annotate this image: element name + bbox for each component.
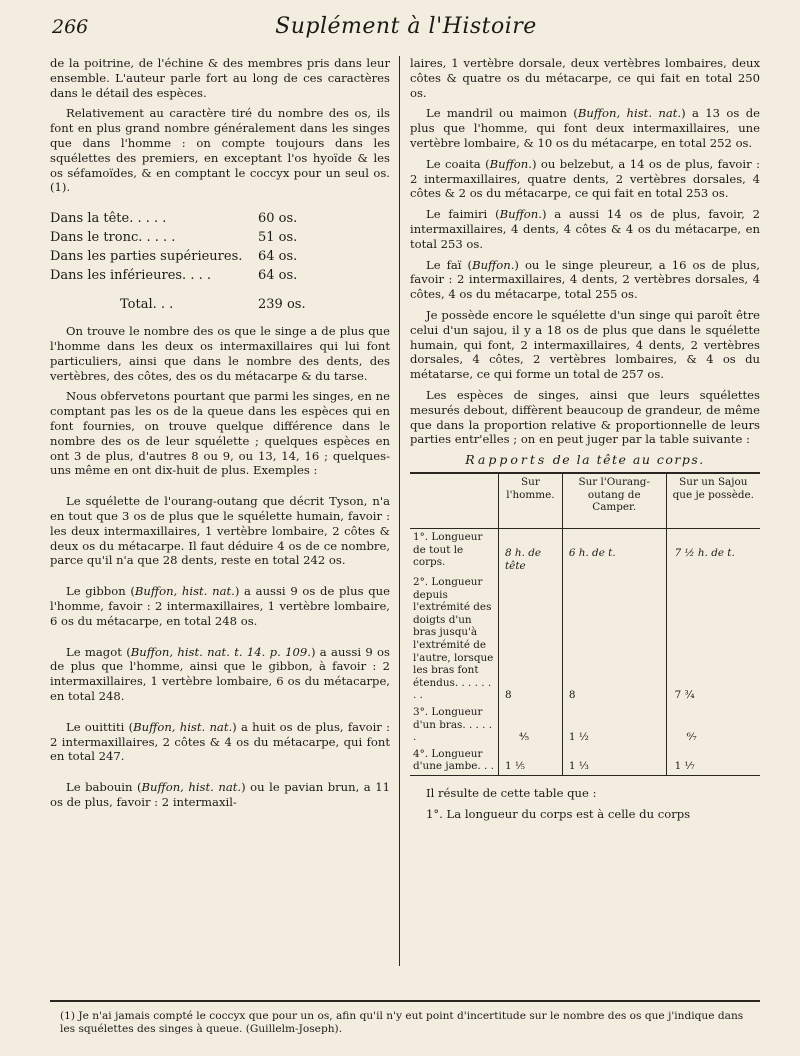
row-label: 3°. Longueur d'un bras. . . . . . [413, 706, 493, 744]
paragraph: On trouve le nombre des os que le singe a de plus que l'homme dans les deux os intermaxillaires qui lui font particuliers, ainsi que dans le nombre des dents, des vertèbres, des côtes, des os du métacarpe & du tarse. [50, 324, 390, 383]
table-header-row [410, 474, 760, 529]
tally-total [50, 295, 390, 314]
citation: Buffon, hist. nat. [134, 584, 235, 599]
caption-keyword: Rapports [465, 452, 548, 468]
table-row [410, 746, 760, 776]
table-cell: 7 ½ h. de t. [666, 528, 760, 574]
list-item [50, 247, 390, 266]
table-cell: 8 [562, 574, 666, 704]
tally-value: 51 os. [258, 230, 298, 246]
paragraph: Le faimiri (Buffon.) a aussi 14 os de plus, favoir, 2 intermaxillaires, 4 dents, 4 côtes & 4 os du métacarpe, en total 253 os. [410, 207, 760, 251]
paragraph: Le ouittiti (Buffon, hist. nat.) a huit os de plus, favoir : 2 intermaxillaires, 2 côtes & 4 os du métacarpe, qui font en total 247. [50, 719, 390, 764]
table-header: Sur un Sajou que je possède. [666, 474, 760, 529]
table-cell: ⁶⁄₇ [666, 704, 760, 746]
tally-label: Dans le tronc. . . . . [50, 230, 176, 246]
caption-text: de la tête au corps. [547, 452, 705, 468]
footnote-rule [50, 1000, 760, 1002]
list-item [50, 209, 390, 228]
paragraph: Nous obfervetons pourtant que parmi les singes, en ne comptant pas les os de la queue dans les espèces qui en font fournies, on trouve quelque différence dans le nombre des os de leur squélette ; quelques espèces en ont 3 de plus, d'autres 8 ou 9, ou 13, 14, 16 ; quelques-uns même en ont dix-huit de plus. Exemples : [50, 389, 390, 478]
table-cell: 6 h. de t. [562, 528, 666, 574]
paragraph: Les espèces de singes, ainsi que leurs squélettes mesurés debout, diffèrent beaucoup de grandeur, de même que dans la proportion relative & proportionnelle de leurs parties entr'elles ; on en peut juger par la table suivante : [410, 387, 760, 447]
table-cell: 8 h. de tête [499, 528, 563, 574]
paragraph: laires, 1 vertèbre dorsale, deux vertèbres lombaires, deux côtes & quatre os du métacarpe, ce qui fait en total 250 os. [410, 56, 760, 100]
citation: Buffon. [489, 156, 532, 171]
left-column [50, 56, 390, 816]
right-column [410, 56, 760, 828]
tally-value: 60 os. [258, 211, 298, 227]
paragraph: Il résulte de cette table que : [426, 786, 597, 801]
table-cell: 7 ¾ [666, 574, 760, 704]
citation: Buffon, hist. nat. [577, 106, 682, 121]
citation: Buffon. [472, 257, 515, 272]
row-label: 2°. Longueur depuis l'extrémité des doigts d'un bras jusqu'à l'extrémité de l'autre, lorsque les bras font étendus. . . . . . . . [413, 576, 494, 702]
footnote: (1) Je n'ai jamais compté le coccyx que pour un os, afin qu'il n'y eut point d'incertitude sur le nombre des os que j'indique dans les squélettes des singes à queue. (Guillelm-Joseph). [60, 1010, 744, 1035]
proportions-table [410, 472, 760, 776]
table-caption [410, 453, 760, 468]
paragraph: Le squélette de l'ourang-outang que décrit Tyson, n'a en tout que 3 os de plus que le squélette humain, favoir : les deux intermaxillaires, 1 vertèbre lombaire, 2 côtes & deux os du métacarpe. Il faut déduire 4 os de ce nombre, parce qu'il n'a que 28 dents, reste en total 242 os. [50, 494, 390, 568]
tally-value: 64 os. [258, 268, 298, 284]
table-cell: 1 ⅓ [562, 746, 666, 776]
paragraph: Le faï (Buffon.) ou le singe pleureur, a 16 os de plus, favoir : 2 intermaxillaires, 4 dents, 2 vertèbres dorsales, 4 côtes, 4 os du métacarpe, total 255 os. [410, 257, 760, 302]
table-cell: 1 ⅕ [499, 746, 563, 776]
paragraph: Je possède encore le squélette d'un singe qui paroît être celui d'un sajou, il y a 18 os de plus que dans le squélette humain, qui font, 2 intermaxillaires, 4 dents, 2 vertèbres dorsales, 4 côtes, 2 vertèbres lombaires, & 4 os du métatarse, ce qui forme un total de 257 os. [410, 307, 760, 382]
table-header: Sur l'Ourang-outang de Camper. [562, 474, 666, 529]
paragraph: 1°. La longueur du corps est à celle du corps [426, 806, 691, 821]
list-item [50, 266, 390, 285]
tally-label: Dans les inférieures. . . . [50, 268, 211, 284]
table-cell: 1 ½ [562, 704, 666, 746]
column-divider [399, 56, 400, 966]
tally-label: Dans la tête. . . . . [50, 211, 167, 227]
running-head: Suplément à l'Histoire [275, 14, 537, 39]
tally-label: Dans les parties supérieures. [50, 249, 243, 265]
paragraph: Le mandril ou maimon (Buffon, hist. nat.) a 13 os de plus que l'homme, qui font deux intermaxillaires, une vertèbre lombaire, & 10 os du métacarpe, en total 252 os. [410, 106, 760, 150]
table-cell: 1 ⅐ [666, 746, 760, 776]
table-row [410, 528, 760, 574]
paragraph: Le coaita (Buffon.) ou belzebut, a 14 os de plus, favoir : 2 intermaxillaires, quatre dents, 2 vertèbres dorsales, 4 côtes & 2 os du métacarpe, ce qui fait en total 253 os. [410, 156, 760, 201]
table-header: Sur l'homme. [499, 474, 563, 529]
bone-count-list [50, 209, 390, 314]
paragraph: Le gibbon (Buffon, hist. nat.) a aussi 9 os de plus que l'homme, favoir : 2 intermaxillaires, 1 vertèbre lombaire, 6 os du métacarpe, en total 248 os. [50, 584, 391, 628]
total-value: 239 os. [258, 297, 306, 313]
tally-value: 64 os. [258, 249, 298, 265]
total-label: Total. . . [120, 297, 174, 313]
row-label: 1°. Longueur de tout le corps. [413, 530, 483, 569]
paragraph: Relativement au caractère tiré du nombre des os, ils font en plus grand nombre généralement dans les singes que dans l'homme : on compte toujours dans les squélettes des premiers, en exceptant l'os hyoïde & les os séfamoïdes, & en comptant le coccyx pour un seul os. (1). [50, 106, 390, 195]
citation: Buffon. [499, 207, 542, 222]
paragraph: Le magot (Buffon, hist. nat. t. 14. p. 109.) a aussi 9 os de plus que l'homme, ainsi que le gibbon, à favoir : 2 intermaxillaires, 1 vertèbre lombaire, 6 os du métacarpe, en total 248. [50, 644, 390, 703]
page-number: 266 [52, 16, 89, 38]
citation: Buffon, hist. nat. [133, 719, 233, 734]
citation: Buffon, hist. nat. t. 14. p. 109. [130, 644, 311, 659]
row-label: 4°. Longueur d'une jambe. . . [410, 746, 499, 776]
page-header [52, 14, 760, 44]
table-header [410, 474, 499, 529]
paragraph: Le babouin (Buffon, hist. nat.) ou le pavian brun, a 11 os de plus, favoir : 2 intermaxil- [50, 780, 390, 809]
table-cell: ⁴⁄₅ [499, 704, 563, 746]
table-row [410, 704, 760, 746]
paragraph: de la poitrine, de l'échine & des membres pris dans leur ensemble. L'auteur parle fort au long de ces caractères dans le détail des espèces. [50, 56, 390, 100]
citation: Buffon, hist. nat. [141, 780, 242, 795]
table-row [410, 574, 760, 704]
list-item [50, 228, 390, 247]
table-cell: 8 [499, 574, 563, 704]
